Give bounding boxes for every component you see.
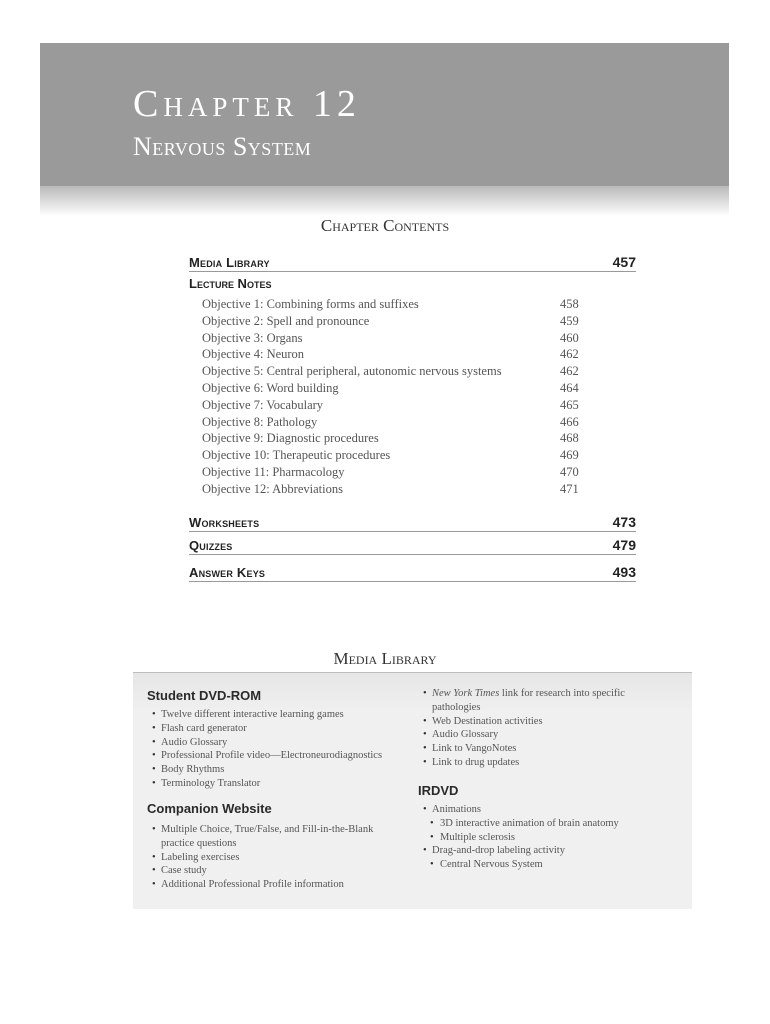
toc-row-media-library bbox=[189, 251, 636, 272]
objective-row bbox=[202, 398, 602, 415]
sub-list-item: • Central Nervous System bbox=[418, 858, 619, 872]
list-item: • Case study bbox=[147, 864, 373, 878]
objective-text: Objective 1: Combining forms and suffixes bbox=[202, 297, 419, 311]
objective-row bbox=[202, 347, 602, 364]
toc-label: Worksheets bbox=[189, 515, 260, 530]
list-item: • Twelve different interactive learning games bbox=[147, 708, 382, 722]
objective-text: Objective 10: Therapeutic procedures bbox=[202, 448, 391, 463]
lecture-notes-heading: Lecture Notes bbox=[189, 276, 272, 291]
objective-page: 460 bbox=[560, 330, 579, 345]
toc-label: Answer Keys bbox=[189, 565, 266, 580]
objective-text: Objective 4: Neuron bbox=[202, 347, 305, 362]
objective-row bbox=[202, 297, 602, 314]
toc-row-quizzes bbox=[189, 534, 636, 555]
toc-label: Quizzes bbox=[189, 538, 233, 553]
objective-page: 462 bbox=[560, 364, 579, 379]
list-item: • Labeling exercises bbox=[147, 851, 373, 865]
objective-row bbox=[202, 448, 602, 465]
toc-page: 493 bbox=[612, 564, 636, 580]
list-item: • Terminology Translator bbox=[147, 777, 382, 791]
objective-row bbox=[202, 314, 602, 331]
nyt-rest: link for research into specific bbox=[499, 688, 625, 699]
chapter-label: Chapter 12 bbox=[133, 83, 361, 125]
media-library-title: Media Library bbox=[333, 649, 437, 668]
objective-page: 466 bbox=[560, 414, 579, 429]
objective-row bbox=[202, 331, 602, 348]
objective-text: Objective 8: Pathology bbox=[202, 414, 318, 429]
toc-page: 479 bbox=[612, 537, 636, 553]
list-item-continued: pathologies bbox=[432, 701, 481, 713]
chapter-contents-title: Chapter Contents bbox=[320, 216, 450, 235]
nyt-title: New York Times bbox=[432, 688, 500, 699]
objective-page: 468 bbox=[560, 431, 579, 446]
list-item-continued: practice questions bbox=[161, 837, 237, 849]
toc-row-worksheets bbox=[189, 511, 636, 532]
objective-text: Objective 6: Word building bbox=[202, 380, 339, 395]
sub-list-item: • Multiple sclerosis bbox=[418, 831, 619, 845]
list-item: • Flash card generator bbox=[147, 722, 382, 736]
list-item: • Body Rhythms bbox=[147, 763, 382, 777]
list-item: • Web Destination activities bbox=[418, 715, 625, 729]
objective-text: Objective 12: Abbreviations bbox=[202, 481, 343, 496]
companion-website-heading: Companion Website bbox=[147, 801, 272, 816]
irdvd-list bbox=[418, 803, 619, 872]
list-item: • Audio Glossary bbox=[418, 728, 625, 742]
objective-text: Objective 11: Pharmacology bbox=[202, 464, 345, 479]
objective-page: 469 bbox=[560, 448, 579, 463]
objective-text: Objective 5: Central peripheral, autonomic nervous systems bbox=[202, 364, 502, 379]
objective-row bbox=[202, 364, 602, 381]
objective-page: 459 bbox=[560, 313, 579, 328]
media-library-panel bbox=[133, 672, 692, 909]
objective-row bbox=[202, 465, 602, 482]
objective-row bbox=[202, 431, 602, 448]
chapter-name: Nervous System bbox=[133, 132, 312, 161]
list-item: • Link to VangoNotes bbox=[418, 742, 625, 756]
toc-row-answer-keys bbox=[189, 561, 636, 582]
list-item: • Professional Profile video—Electroneurodiagnostics bbox=[147, 749, 382, 763]
objectives-list bbox=[202, 297, 602, 499]
objective-text: Objective 3: Organs bbox=[202, 330, 303, 345]
objective-page: 465 bbox=[560, 397, 579, 412]
irdvd-heading: IRDVD bbox=[418, 783, 459, 798]
list-item: • Animations bbox=[418, 803, 619, 817]
objective-text: Objective 2: Spell and pronounce bbox=[202, 313, 370, 328]
objective-row bbox=[202, 482, 602, 499]
list-item: • Audio Glossary bbox=[147, 736, 382, 750]
objective-row bbox=[202, 415, 602, 432]
list-item: • Additional Professional Profile information bbox=[147, 878, 373, 892]
objective-page: 464 bbox=[560, 380, 579, 395]
student-dvd-heading: Student DVD-ROM bbox=[147, 688, 262, 703]
list-item: • Link to drug updates bbox=[418, 756, 625, 770]
list-item-nyt bbox=[418, 687, 625, 701]
toc-page: 457 bbox=[612, 254, 636, 270]
objective-page: 471 bbox=[560, 481, 579, 496]
objective-row bbox=[202, 381, 602, 398]
objective-page: 470 bbox=[560, 464, 579, 479]
list-item: • Multiple Choice, True/False, and Fill-in-the-Blank bbox=[147, 823, 373, 837]
sub-list-item: • 3D interactive animation of brain anatomy bbox=[418, 817, 619, 831]
toc-page: 473 bbox=[612, 514, 636, 530]
objective-text: Objective 9: Diagnostic procedures bbox=[202, 431, 379, 446]
student-dvd-list bbox=[147, 708, 382, 791]
web-resources-list bbox=[418, 687, 625, 770]
objective-text: Objective 7: Vocabulary bbox=[202, 397, 324, 412]
objective-page: 458 bbox=[560, 297, 579, 311]
header-fade bbox=[40, 186, 729, 216]
list-item: • Drag-and-drop labeling activity bbox=[418, 844, 619, 858]
companion-website-list bbox=[147, 823, 373, 892]
toc-label: Media Library bbox=[189, 255, 270, 270]
objective-page: 462 bbox=[560, 347, 579, 362]
